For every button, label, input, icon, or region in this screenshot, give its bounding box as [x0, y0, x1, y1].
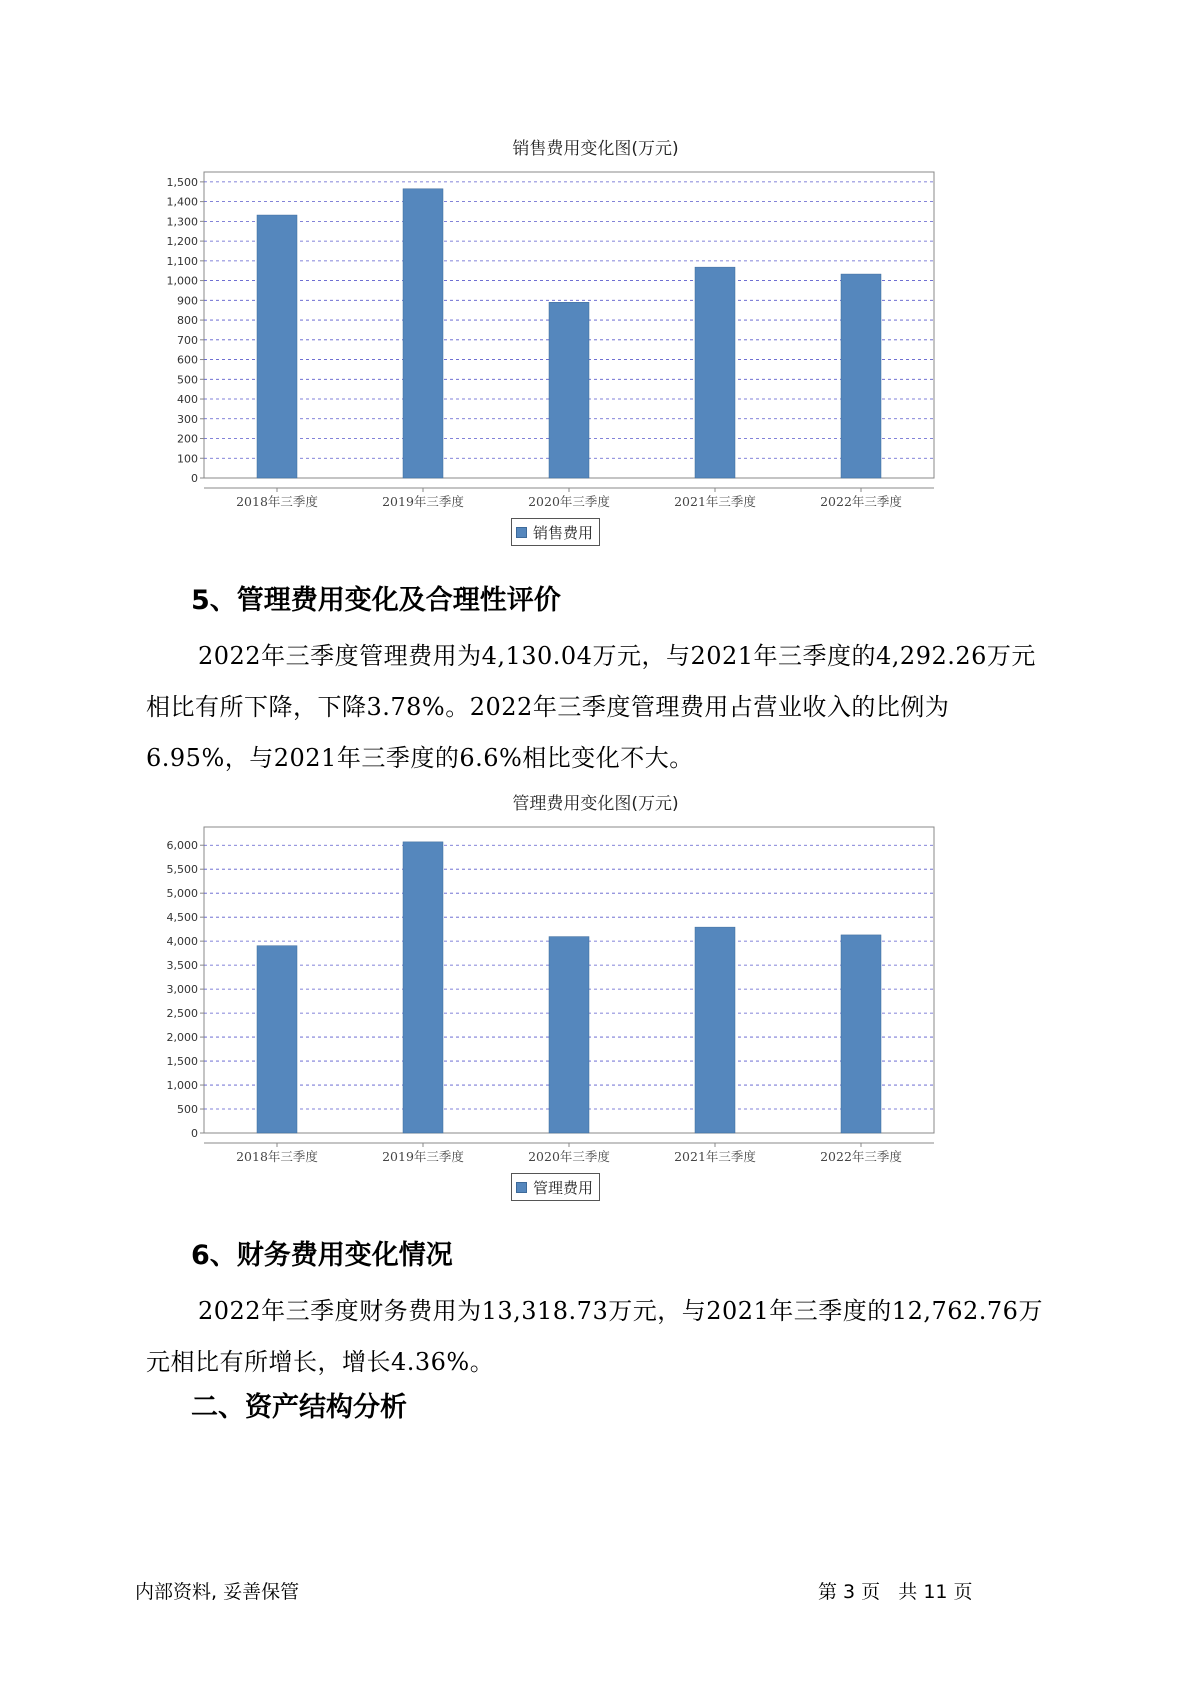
- y-tick-label: 6,000: [166, 839, 198, 853]
- x-tick-label: 2022年三季度: [820, 494, 902, 509]
- legend-sales: [511, 518, 600, 546]
- y-tick-label: 1,500: [166, 175, 198, 189]
- bar: [549, 302, 589, 478]
- x-tick-label: 2018年三季度: [236, 1149, 318, 1164]
- y-tick-label: 3,500: [166, 959, 198, 973]
- y-tick-label: 2,000: [166, 1031, 198, 1045]
- bar: [257, 215, 297, 478]
- legend-swatch: [516, 527, 527, 538]
- bar: [403, 189, 443, 478]
- y-tick-label: 0: [191, 472, 198, 485]
- bar: [695, 927, 735, 1133]
- y-tick-label: 1,500: [166, 1055, 198, 1069]
- x-tick-label: 2021年三季度: [674, 1149, 756, 1164]
- y-tick-label: 200: [177, 432, 198, 446]
- legend-swatch: [516, 1182, 527, 1193]
- y-tick-label: 400: [177, 393, 198, 407]
- heading-section-5: 5、管理费用变化及合理性评价: [191, 585, 561, 616]
- y-tick-label: 1,100: [166, 254, 198, 268]
- legend-admin: [511, 1173, 600, 1201]
- paragraph-section-5: 2022年三季度管理费用为4,130.04万元，与2021年三季度的4,292.26万元相比有所下降，下降3.78%。2022年三季度管理费用占营业收入的比例为6.95%，与2021年三季度的6.6%相比变化不大。: [146, 642, 1036, 772]
- paragraph-section-6: 2022年三季度财务费用为13,318.73万元，与2021年三季度的12,762.76万元相比有所增长，增长4.36%。: [146, 1297, 1043, 1376]
- footer-page-number: 第 3 页 共 11 页: [818, 1581, 973, 1603]
- y-tick-label: 5,000: [166, 887, 198, 901]
- y-tick-label: 100: [177, 452, 198, 466]
- y-tick-label: 1,200: [166, 235, 198, 249]
- chart-title-sales: 销售费用变化图(万元): [512, 139, 679, 159]
- y-tick-label: 600: [177, 353, 198, 367]
- y-tick-label: 2,500: [166, 1007, 198, 1021]
- y-tick-label: 1,000: [166, 1079, 198, 1093]
- bar: [403, 842, 443, 1133]
- x-tick-label: 2021年三季度: [674, 494, 756, 509]
- y-tick-label: 0: [191, 1127, 198, 1140]
- y-tick-label: 1,300: [166, 215, 198, 229]
- y-tick-label: 900: [177, 294, 198, 308]
- y-tick-label: 3,000: [166, 983, 198, 997]
- bar: [695, 267, 735, 478]
- bar: [841, 935, 881, 1133]
- x-tick-label: 2020年三季度: [528, 1149, 610, 1164]
- bar: [257, 946, 297, 1133]
- y-tick-label: 4,000: [166, 935, 198, 949]
- y-tick-label: 300: [177, 412, 198, 426]
- heading-section-two: 二、资产结构分析: [191, 1392, 407, 1423]
- y-tick-label: 1,400: [166, 195, 198, 209]
- heading-section-6: 6、财务费用变化情况: [191, 1240, 453, 1271]
- y-tick-label: 800: [177, 314, 198, 328]
- x-tick-label: 2018年三季度: [236, 494, 318, 509]
- legend-label: 销售费用: [533, 523, 594, 542]
- y-tick-label: 500: [177, 373, 198, 387]
- y-tick-label: 700: [177, 333, 198, 347]
- admin-expense-chart: [150, 815, 1020, 1165]
- bar: [841, 274, 881, 478]
- x-tick-label: 2022年三季度: [820, 1149, 902, 1164]
- y-tick-label: 500: [177, 1103, 198, 1117]
- y-tick-label: 4,500: [166, 911, 198, 925]
- y-tick-label: 5,500: [166, 863, 198, 877]
- bar: [549, 937, 589, 1133]
- y-tick-label: 1,000: [166, 274, 198, 288]
- legend-label: 管理费用: [533, 1178, 594, 1197]
- x-tick-label: 2020年三季度: [528, 494, 610, 509]
- x-tick-label: 2019年三季度: [382, 1149, 464, 1164]
- sales-expense-chart: [150, 160, 1020, 510]
- chart-title-admin: 管理费用变化图(万元): [512, 794, 679, 814]
- x-tick-label: 2019年三季度: [382, 494, 464, 509]
- footer-confidential: 内部资料, 妥善保管: [135, 1581, 300, 1603]
